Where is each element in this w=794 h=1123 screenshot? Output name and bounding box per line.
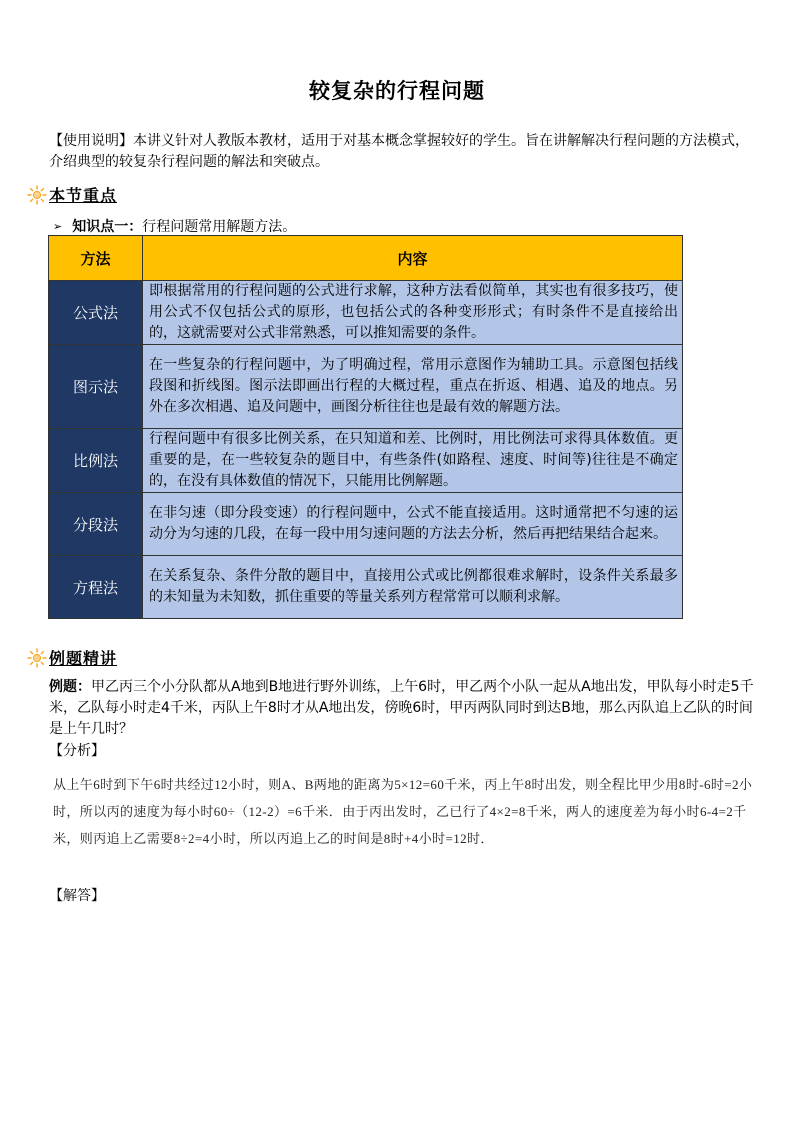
- method-name: 分段法: [49, 493, 143, 556]
- method-content: 在一些复杂的行程问题中，为了明确过程，常用示意图作为辅助工具。示意图包括线段图和折线图。图示法即画出行程的大概过程，重点在折返、相遇、追及的地点。另外在多次相遇、追及问题中，画图分析往往也是最有效的解题方法。: [143, 345, 683, 429]
- method-name: 方程法: [49, 556, 143, 619]
- section-label: 例题精讲: [49, 649, 118, 668]
- example-label: 例题：: [49, 679, 91, 695]
- table-row: [49, 556, 683, 619]
- method-content: 行程问题中有很多比例关系，在只知道和差、比例时，用比例法可求得具体数值。更重要的是，在一些较复杂的题目中，有些条件(如路程、速度、时间等)往往是不确定的，在没有具体数值的情况下，只能用比例解题。: [143, 429, 683, 493]
- header-content: 内容: [143, 236, 683, 281]
- knowledge-point: [53, 216, 296, 236]
- example-problem: [49, 677, 754, 740]
- methods-table: [48, 235, 683, 619]
- method-name: 比例法: [49, 429, 143, 493]
- method-content: 在关系复杂、条件分散的题目中，直接用公式或比例都很难求解时，设条件关系最多的未知量为未知数，抓住重要的等量关系列方程常常可以顺利求解。: [143, 556, 683, 619]
- knowledge-point-label: 知识点一：: [72, 219, 143, 235]
- analysis-text: 从上午6时到下午6时共经过12小时，则A、B两地的距离为5×12=60千米，丙上午8时出发，则全程比甲少用8时-6时=2小时，所以丙的速度为每小时60÷（12-2）=6千米．由于丙出发时，乙已行了4×2=8千米，两人的速度差为每小时6-4=2千米，则丙追上乙需要8÷2=4小时，所以丙追上乙的时间是8时+4小时=12时．: [53, 777, 753, 846]
- answer-label: 【解答】: [49, 888, 105, 904]
- method-name: 公式法: [49, 281, 143, 345]
- section-examples: [27, 646, 117, 669]
- bullet-arrow-icon: ➢: [53, 219, 63, 233]
- table-row: [49, 429, 683, 493]
- table-row: [49, 345, 683, 429]
- header-method: 方法: [49, 236, 143, 281]
- knowledge-point-text: 行程问题常用解题方法。: [142, 219, 297, 235]
- analysis-label: 【分析】: [49, 743, 105, 759]
- page-title: 较复杂的行程问题: [309, 78, 485, 103]
- table-row: [49, 493, 683, 556]
- sun-icon: [27, 185, 47, 205]
- section-key-points: [27, 183, 117, 206]
- example-text: 甲乙丙三个小分队都从A地到B地进行野外训练，上午6时，甲乙两个小队一起从A地出发，甲队每小时走5千米，乙队每小时走4千米，丙队上午8时才从A地出发，傍晚6时，甲丙两队同时到达B地，那么丙队追上乙队的时间是上午几时？: [49, 679, 754, 737]
- table-header-row: [49, 236, 683, 281]
- method-content: 在非匀速（即分段变速）的行程问题中，公式不能直接适用。这时通常把不匀速的运动分为匀速的几段，在每一段中用匀速问题的方法去分析，然后再把结果结合起来。: [143, 493, 683, 556]
- usage-note: 【使用说明】本讲义针对人教版本教材，适用于对基本概念掌握较好的学生。旨在讲解解决行程问题的方法模式，介绍典型的较复杂行程问题的解法和突破点。: [49, 133, 749, 170]
- sun-icon: [27, 648, 47, 668]
- method-name: 图示法: [49, 345, 143, 429]
- section-label: 本节重点: [49, 186, 118, 205]
- table-row: [49, 281, 683, 345]
- method-content: 即根据常用的行程问题的公式进行求解，这种方法看似简单，其实也有很多技巧，使用公式不仅包括公式的原形，也包括公式的各种变形形式；有时条件不是直接给出的，这就需要对公式非常熟悉，可以推知需要的条件。: [143, 281, 683, 345]
